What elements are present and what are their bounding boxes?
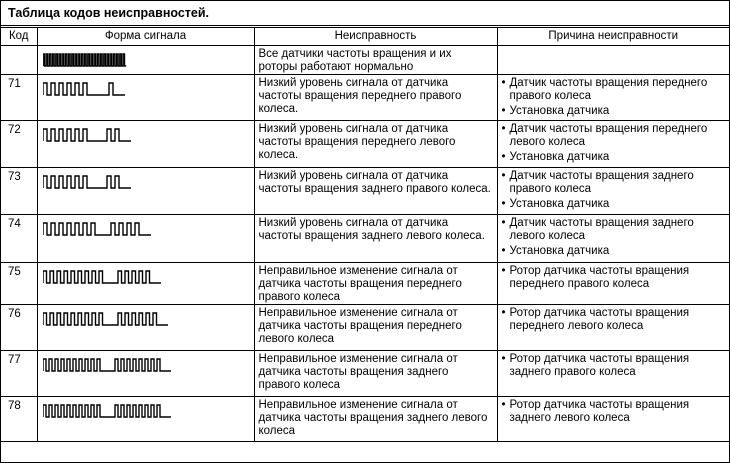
cell-signal (37, 215, 254, 263)
cell-signal (37, 397, 254, 442)
cell-cause (497, 305, 729, 351)
signal-waveform-74-icon (43, 221, 243, 237)
cause-item: • Датчик частоты вращения переднего правого колеса (502, 77, 728, 103)
cause-item: • Ротор датчика частоты вращения переднего правого колеса (502, 265, 728, 291)
signal-waveform-71-icon (43, 81, 243, 97)
cell-signal (37, 75, 254, 121)
table-row (1, 215, 729, 263)
cell-code: 73 (1, 168, 37, 215)
cell-cause (497, 75, 729, 121)
cause-item: • Ротор датчика частоты вращения заднего правого колеса (502, 353, 728, 379)
cell-fault: Низкий уровень сигнала от датчика частоты вращения заднего правого колеса. (254, 168, 497, 215)
table-title: Таблица кодов неисправностей. (1, 1, 729, 26)
cause-list (502, 77, 728, 118)
cell-fault: Неправильное изменение сигнала от датчика частоты вращения переднего левого колеса (254, 305, 497, 351)
table-row (1, 305, 729, 351)
header-signal: Форма сигнала (37, 28, 254, 46)
cell-code: 75 (1, 263, 37, 305)
table-row (1, 121, 729, 168)
table-row (1, 263, 729, 305)
table-row (1, 46, 729, 75)
signal-waveform-76-icon (43, 311, 243, 327)
fault-code-table (1, 27, 729, 442)
cell-fault: Низкий уровень сигнала от датчика частоты вращения заднего левого колеса. (254, 215, 497, 263)
cause-list (502, 265, 728, 291)
cell-cause (497, 215, 729, 263)
cell-cause (497, 397, 729, 442)
cause-item: • Датчик частоты вращения заднего правого колеса (502, 170, 728, 196)
signal-waveform-75-icon (43, 269, 243, 285)
cell-code: 76 (1, 305, 37, 351)
cause-item: • Ротор датчика частоты вращения переднего левого колеса (502, 307, 728, 333)
cause-item: • Установка датчика (502, 151, 728, 164)
cell-code (1, 46, 37, 75)
cause-list (502, 170, 728, 211)
cell-fault: Низкий уровень сигнала от датчика частоты вращения переднего правого колеса. (254, 75, 497, 121)
table-header-row (1, 28, 729, 46)
cell-signal (37, 351, 254, 397)
cell-fault: Все датчики частоты вращения и их роторы работают нормально (254, 46, 497, 75)
header-code: Код (1, 28, 37, 46)
cell-fault: Неправильное изменение сигнала от датчика частоты вращения заднего левого колеса (254, 397, 497, 442)
cause-list (502, 307, 728, 333)
cause-item: • Датчик частоты вращения переднего левого колеса (502, 123, 728, 149)
cell-fault: Неправильное изменение сигнала от датчика частоты вращения переднего правого колеса (254, 263, 497, 305)
cause-list (502, 399, 728, 425)
cell-code: 77 (1, 351, 37, 397)
cell-cause (497, 46, 729, 75)
cell-signal (37, 263, 254, 305)
cell-code: 74 (1, 215, 37, 263)
cause-item: • Установка датчика (502, 198, 728, 211)
cause-item: • Ротор датчика частоты вращения заднего левого колеса (502, 399, 728, 425)
cell-fault: Низкий уровень сигнала от датчика частоты вращения переднего левого колеса. (254, 121, 497, 168)
cause-list (502, 123, 728, 164)
table-row (1, 75, 729, 121)
cause-item: • Установка датчика (502, 105, 728, 118)
table-row (1, 397, 729, 442)
signal-waveform-73-icon (43, 174, 243, 190)
cell-code: 71 (1, 75, 37, 121)
cause-item: • Датчик частоты вращения заднего левого колеса (502, 217, 728, 243)
cause-list (502, 217, 728, 258)
cell-code: 78 (1, 397, 37, 442)
signal-waveform-normal-icon (43, 52, 243, 68)
signal-waveform-72-icon (43, 127, 243, 143)
cause-item: • Установка датчика (502, 245, 728, 258)
cell-cause (497, 263, 729, 305)
signal-waveform-78-icon (43, 403, 243, 419)
cause-list (502, 353, 728, 379)
cell-signal (37, 168, 254, 215)
header-cause: Причина неисправности (497, 28, 729, 46)
table-row (1, 351, 729, 397)
cell-signal (37, 305, 254, 351)
cell-signal (37, 121, 254, 168)
table-row (1, 168, 729, 215)
cell-fault: Неправильное изменение сигнала от датчика частоты вращения заднего правого колеса (254, 351, 497, 397)
cell-code: 72 (1, 121, 37, 168)
header-fault: Неисправность (254, 28, 497, 46)
signal-waveform-77-icon (43, 357, 243, 373)
cell-signal (37, 46, 254, 75)
cell-cause (497, 121, 729, 168)
cell-cause (497, 168, 729, 215)
cell-cause (497, 351, 729, 397)
